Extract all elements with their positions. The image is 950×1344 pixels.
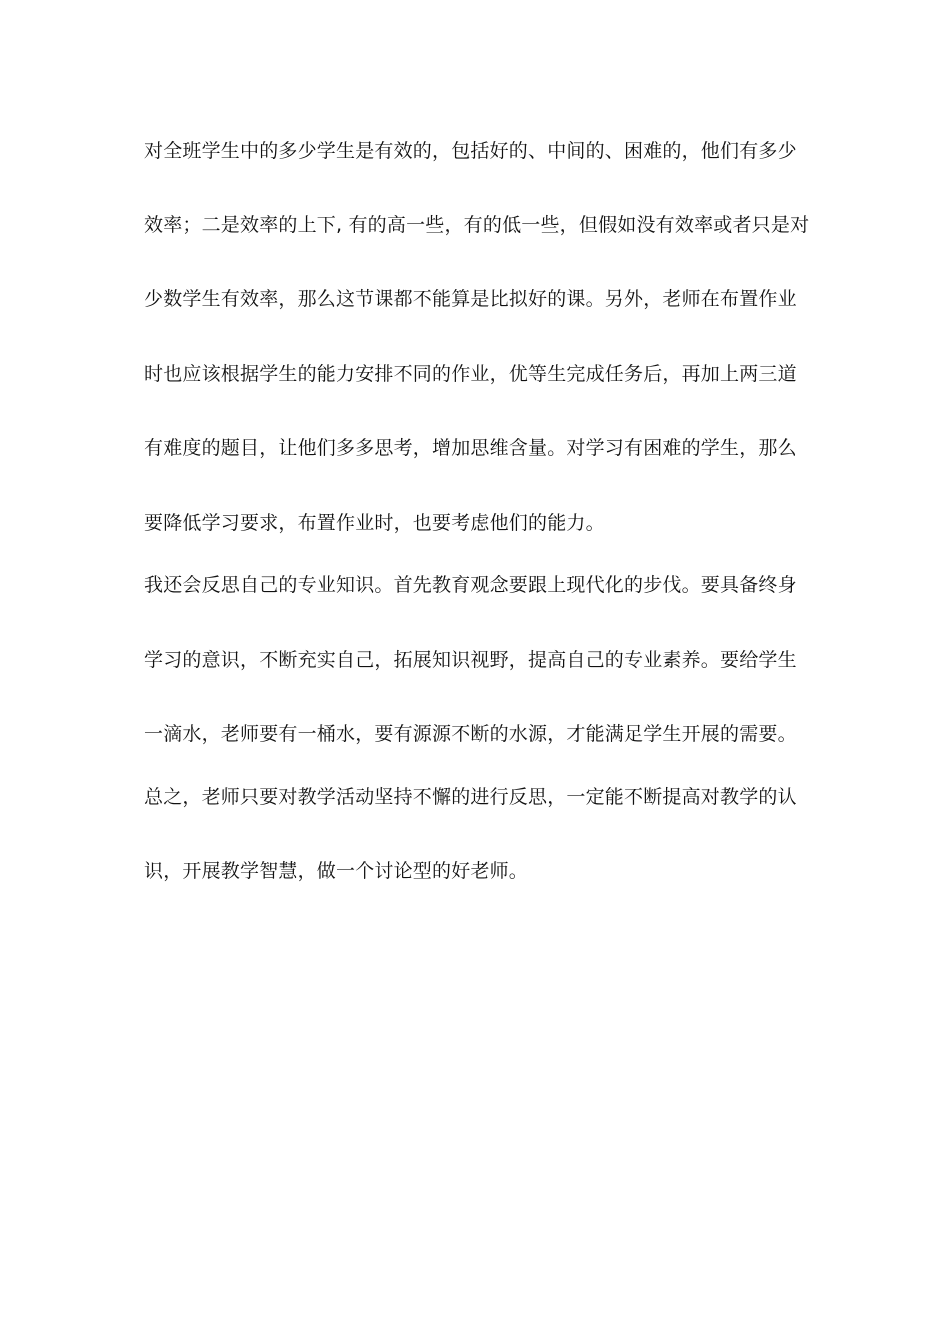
- text-line: 效率；二是效率的上下, 有的高一些，有的低一些，但假如没有效率或者只是对: [144, 214, 810, 236]
- text-line: 我还会反思自己的专业知识。首先教育观念要跟上现代化的步伐。要具备终身: [144, 574, 797, 596]
- text-line: 少数学生有效率，那么这节课都不能算是比拟好的课。另外，老师在布置作业: [144, 288, 797, 310]
- text-line: 识，开展教学智慧，做一个讨论型的好老师。: [144, 860, 529, 882]
- text-line: 学习的意识，不断充实自己，拓展知识视野，提高自己的专业素养。要给学生: [144, 649, 797, 671]
- text-line: 时也应该根据学生的能力安排不同的作业，优等生完成任务后，再加上两三道: [144, 363, 797, 385]
- text-line: 有难度的题目，让他们多多思考，增加思维含量。对学习有困难的学生，那么: [144, 437, 797, 459]
- text-line: 要降低学习要求，布置作业时，也要考虑他们的能力。: [144, 512, 605, 534]
- text-line: 对全班学生中的多少学生是有效的，包括好的、中间的、困难的，他们有多少: [144, 140, 797, 162]
- text-line: 一滴水，老师要有一桶水，要有源源不断的水源，才能满足学生开展的需要。: [144, 723, 797, 745]
- text-line: 总之，老师只要对教学活动坚持不懈的进行反思，一定能不断提高对教学的认: [144, 786, 797, 808]
